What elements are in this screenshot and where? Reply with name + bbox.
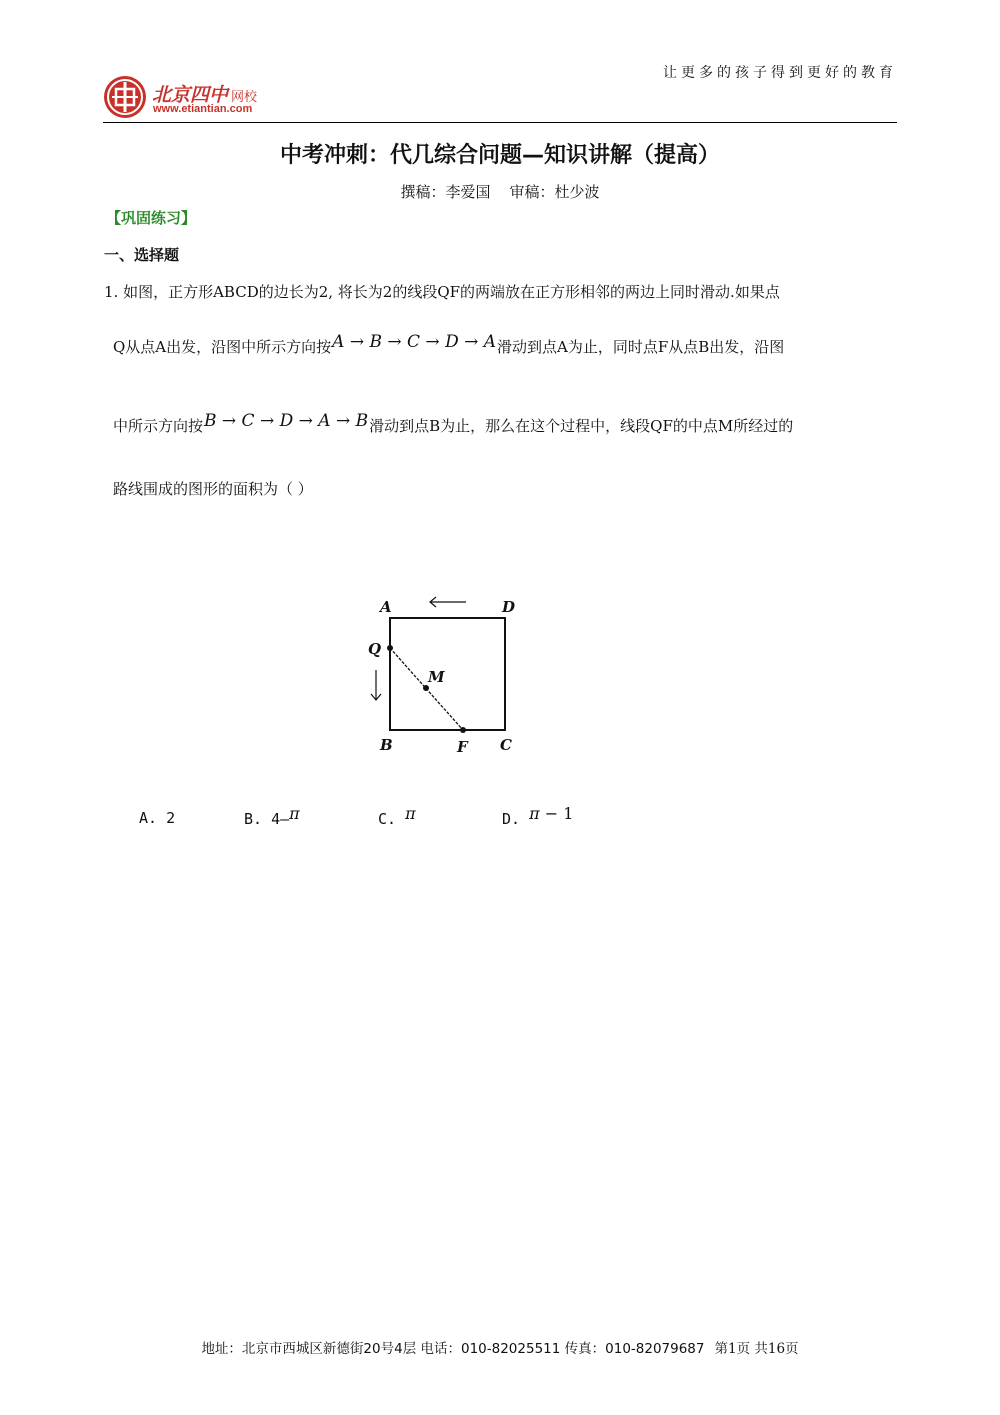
question-line-3-post: 滑动到点B为止，那么在这个过程中，线段QF的中点M所经过的 — [369, 417, 794, 435]
page-title: 中考冲刺：代几综合问题—知识讲解（提高） — [279, 143, 720, 168]
label-f: F — [457, 738, 468, 756]
question-line-2-pre: Q从点A出发，沿图中所示方向按 — [113, 338, 332, 356]
authors-line: 撰稿：李爱国 审稿：杜少波 — [400, 183, 600, 201]
option-c[interactable] — [378, 804, 416, 828]
logo-emblem-icon — [104, 76, 146, 118]
logo-url: www.etiantian.com — [153, 103, 253, 115]
option-text: 2 — [166, 809, 176, 827]
point-q — [387, 645, 393, 651]
page-footer — [0, 1337, 1000, 1357]
option-a[interactable] — [139, 809, 175, 827]
question-line-3-pre: 中所示方向按 — [113, 417, 204, 435]
logo-emblem-glyph-icon — [104, 76, 146, 118]
subsection-label: 一、选择题 — [104, 246, 180, 264]
option-d[interactable] — [502, 804, 574, 828]
option-letter: D. — [502, 810, 521, 828]
header-divider — [103, 122, 897, 123]
path-f-formula: B → C → D → A → B — [204, 411, 369, 431]
question-line-1: 1. 如图，正方形ABCD的边长为2, 将长为2的线段QF的两端放在正方形相邻的两边上同时滑动.如果点 — [104, 283, 780, 301]
logo-suffix: 网校 — [231, 90, 258, 105]
point-f — [460, 727, 466, 733]
option-text: − 1 — [539, 804, 574, 823]
option-pi: π — [289, 804, 300, 823]
logo-name-text: 北京四中 — [152, 84, 229, 106]
label-d: D — [502, 598, 516, 616]
label-m: M — [428, 668, 445, 686]
option-letter: A. — [139, 809, 158, 827]
square-figure — [360, 588, 530, 758]
question-line-2 — [113, 332, 785, 357]
label-b: B — [380, 736, 393, 754]
header-slogan: 让更多的孩子得到更好的教育 — [663, 65, 897, 81]
option-text: 4— — [271, 810, 290, 828]
option-pi: π — [405, 804, 416, 823]
option-b[interactable] — [244, 804, 300, 828]
question-line-3 — [113, 411, 794, 436]
label-a: A — [380, 598, 392, 616]
arrow-left-icon — [430, 597, 466, 607]
section-label: 【巩固练习】 — [106, 209, 197, 227]
label-c: C — [500, 736, 512, 754]
label-q: Q — [368, 640, 382, 658]
footer-address: 地址：北京市西城区新德街20号4层 电话：010-82025511 传真：010-82079687 — [201, 1341, 705, 1357]
option-letter: B. — [244, 810, 263, 828]
question-line-2-post: 滑动到点A为止，同时点F从点B出发，沿图 — [497, 338, 785, 356]
question-line-4: 路线围成的图形的面积为（ ） — [113, 480, 313, 498]
option-letter: C. — [378, 810, 397, 828]
arrow-down-icon — [371, 670, 381, 700]
option-pi: π — [529, 804, 540, 823]
footer-page-number: 第1页 共16页 — [714, 1341, 799, 1357]
path-q-formula: A → B → C → D → A — [332, 332, 497, 352]
